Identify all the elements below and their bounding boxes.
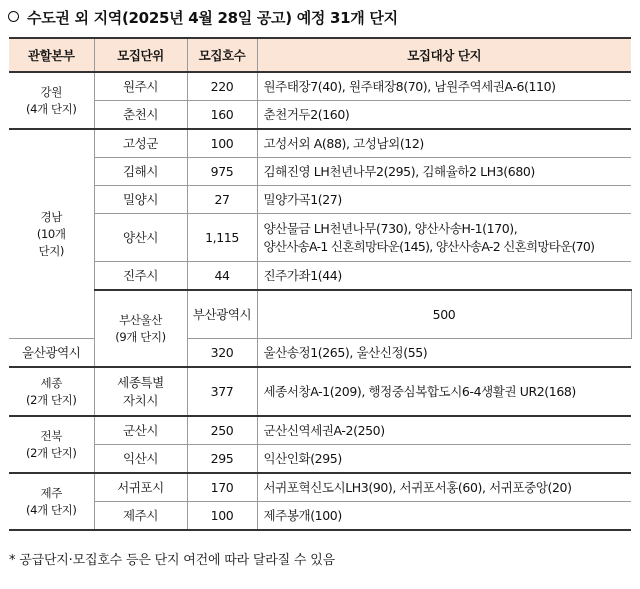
detail-cell: 김해진영 LH천년나무2(295), 김해율하2 LH3(680): [257, 158, 631, 186]
table-row: [9, 290, 631, 339]
unit-cell: 진주시: [94, 262, 187, 291]
count-cell: 250: [187, 416, 257, 445]
unit-cell: 밀양시: [94, 186, 187, 214]
count-cell: 295: [187, 445, 257, 474]
unit-cell: 서귀포시: [94, 473, 187, 502]
table-row: [9, 214, 631, 262]
header-region: 관할본부: [9, 38, 94, 72]
detail-cell: 익산인화(295): [257, 445, 631, 474]
table-header-row: [9, 38, 631, 72]
region-cell-sejong: 세종 (2개 단지): [9, 367, 94, 416]
table-row: [9, 473, 631, 502]
detail-cell: 춘천거두2(160): [257, 101, 631, 130]
count-cell: 100: [187, 129, 257, 158]
unit-cell: 원주시: [94, 72, 187, 101]
recruitment-table: [9, 37, 631, 531]
detail-cell: 양산물금 LH천년나무(730), 양산사송H-1(170), 양산사송A-1 신혼희망타운(145), 양산사송A-2 신혼희망타운(70): [257, 214, 631, 262]
unit-cell: 양산시: [94, 214, 187, 262]
count-cell: 500: [257, 290, 631, 339]
unit-cell: 고성군: [94, 129, 187, 158]
region-cell-jeju: 제주 (4개 단지): [9, 473, 94, 530]
unit-cell: 익산시: [94, 445, 187, 474]
region-cell-gangwon: 강원 (4개 단지): [9, 72, 94, 129]
table-row: [9, 445, 631, 474]
count-cell: 170: [187, 473, 257, 502]
heading-text: 수도권 외 지역(2025년 4월 28일 공고) 예정 31개 단지: [27, 9, 398, 27]
table-row: [9, 72, 631, 101]
count-cell: 975: [187, 158, 257, 186]
detail-cell: 군산신역세권A-2(250): [257, 416, 631, 445]
detail-cell: 원주태장7(40), 원주태장8(70), 남원주역세권A-6(110): [257, 72, 631, 101]
detail-cell: 세종서창A-1(209), 행정중심복합도시6-4생활권 UR2(168): [257, 367, 631, 416]
unit-cell: 세종특별 자치시: [94, 367, 187, 416]
detail-cell: 밀양가곡1(27): [257, 186, 631, 214]
unit-cell: 김해시: [94, 158, 187, 186]
count-cell: 160: [187, 101, 257, 130]
table-row: [9, 186, 631, 214]
table-row: [9, 129, 631, 158]
count-cell: 220: [187, 72, 257, 101]
detail-cell: 고성서외 A(88), 고성남외(12): [257, 129, 631, 158]
detail-cell: 제주봉개(100): [257, 502, 631, 531]
detail-cell: 울산송정1(265), 울산신정(55): [257, 339, 631, 368]
table-row: [9, 262, 631, 291]
unit-cell: 군산시: [94, 416, 187, 445]
count-cell: 320: [187, 339, 257, 368]
table-row: [9, 158, 631, 186]
footnote: * 공급단지·모집호수 등은 단지 여건에 따라 달라질 수 있음: [9, 553, 335, 568]
detail-cell: 진주가좌1(44): [257, 262, 631, 291]
count-cell: 44: [187, 262, 257, 291]
count-cell: 377: [187, 367, 257, 416]
region-cell-jeonbuk: 전북 (2개 단지): [9, 416, 94, 473]
table-row: [9, 502, 631, 531]
header-unit: 모집단위: [94, 38, 187, 72]
unit-cell: 울산광역시: [9, 339, 94, 368]
detail-cell: 서귀포혁신도시LH3(90), 서귀포서홍(60), 서귀포중앙(20): [257, 473, 631, 502]
circle-bullet-icon: [8, 11, 19, 22]
page-heading: [8, 7, 398, 28]
unit-cell: 부산광역시: [187, 290, 257, 339]
count-cell: 100: [187, 502, 257, 531]
region-cell-gyeongnam: 경남 (10개 단지): [9, 129, 94, 339]
count-cell: 27: [187, 186, 257, 214]
table-row: [9, 416, 631, 445]
header-count: 모집호수: [187, 38, 257, 72]
header-detail: 모집대상 단지: [257, 38, 631, 72]
table-row: [9, 367, 631, 416]
table-row: [9, 101, 631, 130]
region-cell-busan-ulsan: 부산울산 (9개 단지): [94, 290, 187, 367]
count-cell: 1,115: [187, 214, 257, 262]
unit-cell: 제주시: [94, 502, 187, 531]
unit-cell: 춘천시: [94, 101, 187, 130]
